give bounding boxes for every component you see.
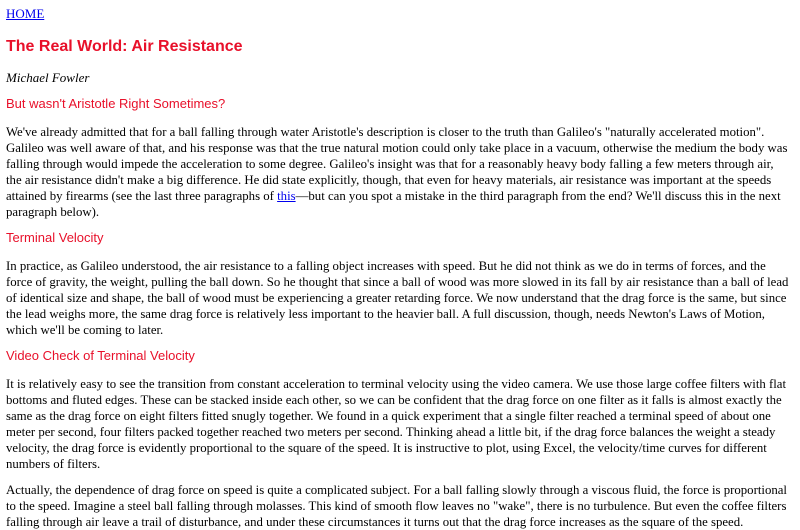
section-heading: Video Check of Terminal Velocity (6, 348, 195, 363)
paragraph: It is relatively easy to see the transition from constant acceleration to terminal velocity using the video camera. We use those large coffee filters with flat bottoms and fluted edges. These can be stacked inside each other, so we can be confident that the drag force on one filter as it falls is almost exactly the same as the drag force on eight filters fitted snugly together. We found in a quick experiment that a single filter reached a terminal speed of about one meter per second, four filters packed together reached two meters per second. Thinking ahead a little bit, if the drag force balances the weight a steady velocity, the drag force is evidently proportional to the square of the speed. It is instructive to plot, using Excel, the velocity/time curves for different numbers of filters. (6, 377, 787, 471)
this-link[interactable]: this (277, 189, 296, 203)
paragraph (6, 124, 792, 220)
section-aristotle (6, 96, 792, 220)
section-heading: But wasn't Aristotle Right Sometimes? (6, 96, 226, 111)
paragraph-text: We've already admitted that for a ball falling through water Aristotle's description is closer to the truth than Galileo's "naturally accelerated motion". Galileo was well aware of that, and his response was that the true natural motion could only take place in a vacuum, otherwise the medium the body was falling through would impede the acceleration to some degree. Galileo's insight was that for a reasonably heavy body falling a few meters through air, the air resistance didn't make a big difference. He did state explicitly, though, that even for heavy materials, air resistance was important at the speeds attained by firearms (see the last three paragraphs of (6, 125, 788, 203)
paragraph: In practice, as Galileo understood, the air resistance to a falling object increases with speed. But he did not think as we do in terms of forces, and the force of gravity, the weight, pulling the ball down. So he thought that since a ball of wood was more slowed in its fall by air resistance than a ball of lead of identical size and shape, the ball of wood must be experiencing a greater retarding force. We now understand that the drag force is the same, but since the lead weighs more, the same drag force is relatively less important to the heavier ball. A full discussion, though, needs Newton's Laws of Motion, which we'll be coming to later. (6, 259, 789, 337)
paragraph: Actually, the dependence of drag force on speed is quite a complicated subject. For a ball falling slowly through a viscous fluid, the force is proportional to the speed. Imagine a steel ball falling through molasses. This kind of smooth flow leaves no "wake", there is no turbulence. But even the coffee filters falling through air leave a trail of disturbance, and under these circumstances it turns out that the drag force increases as the square of the speed. (6, 483, 787, 529)
author-name: Michael Fowler (6, 70, 90, 85)
home-link[interactable]: HOME (6, 6, 45, 21)
paragraph-text: —but can you spot a mistake in the third paragraph from the end? We'll discuss this in the next paragraph below). (6, 189, 781, 219)
section-video-check (6, 348, 792, 530)
section-heading: Terminal Velocity (6, 230, 104, 245)
page-title: The Real World: Air Resistance (6, 38, 243, 55)
section-terminal-velocity (6, 230, 792, 338)
